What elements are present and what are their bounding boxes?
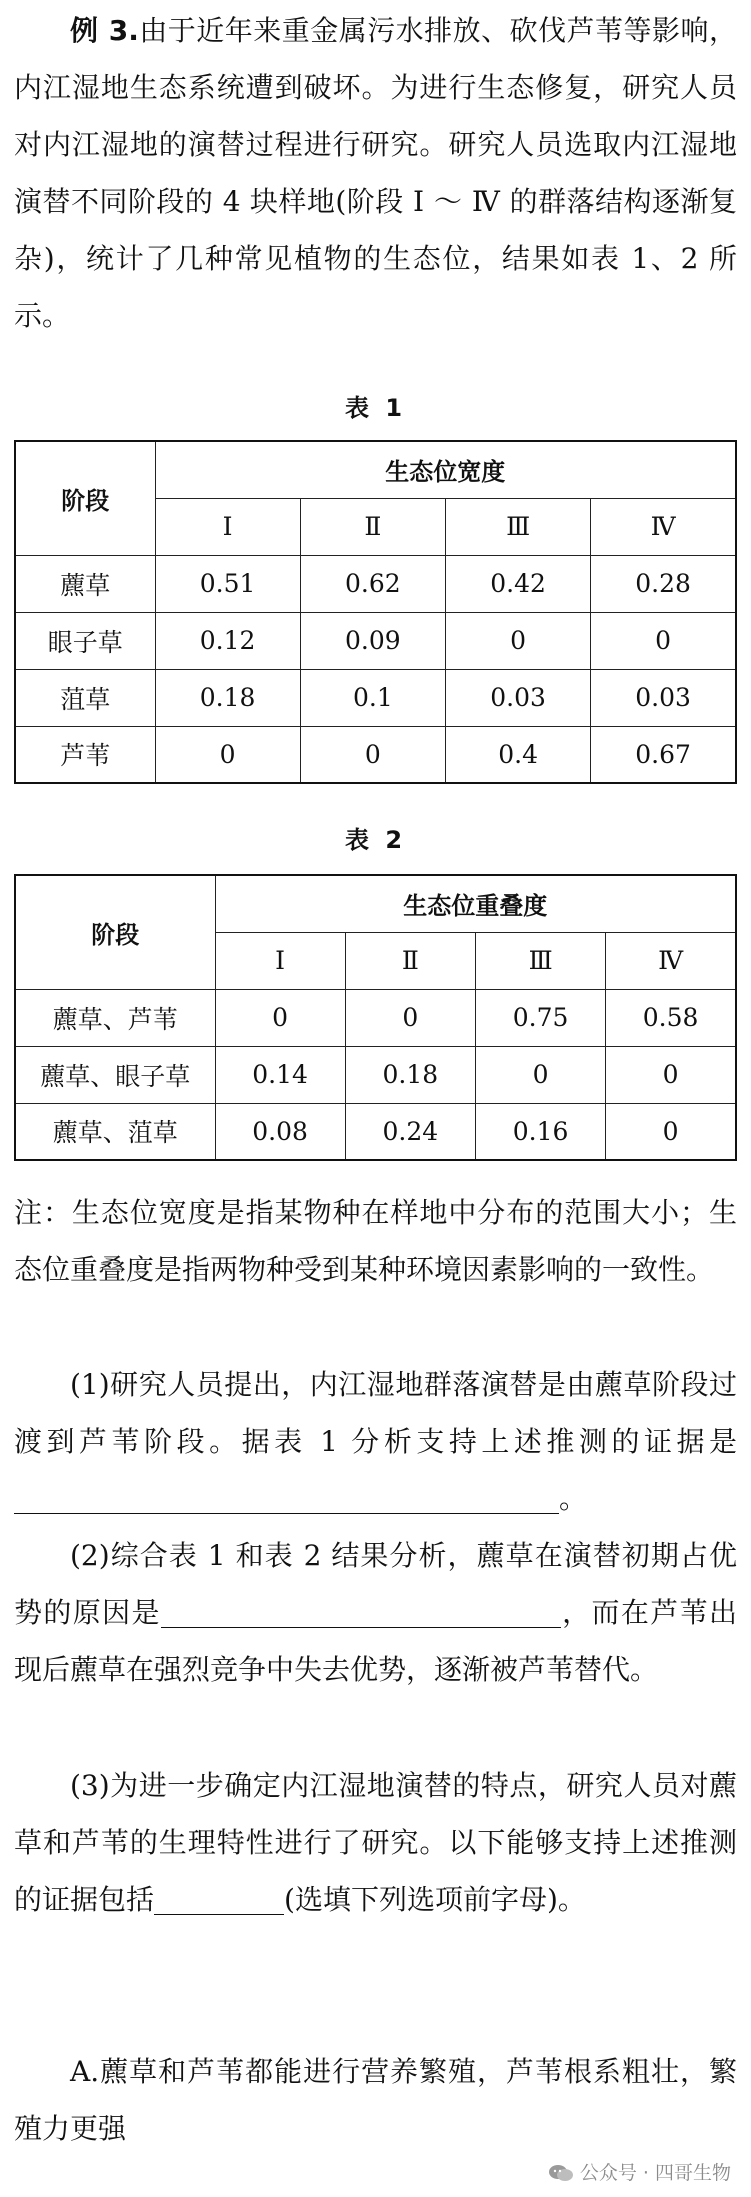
table2-stage-header: 阶段	[15, 875, 215, 989]
question-3-end: (选填下列选项前字母)。	[284, 1883, 586, 1916]
question-3-text: (3)为进一步确定内江湿地演替的特点，研究人员对藨草和芦苇的生理特性进行了研究。以下能够支持上述推测的证据包括	[14, 1769, 737, 1916]
row-label: 芦苇	[15, 726, 155, 783]
row-label: 菹草	[15, 669, 155, 726]
wechat-icon	[548, 2163, 574, 2183]
cell: 0.03	[591, 669, 736, 726]
table1-caption: 表 1	[344, 394, 407, 422]
cell: 0.75	[476, 989, 606, 1046]
cell: 0	[606, 1103, 736, 1160]
cell: 0.08	[215, 1103, 345, 1160]
table-row	[15, 726, 736, 783]
question-1	[14, 1356, 737, 1527]
table2-caption: 表 2	[344, 826, 407, 854]
cell: 0.16	[476, 1103, 606, 1160]
cell: 0	[345, 989, 475, 1046]
cell: 0	[155, 726, 300, 783]
cell: 0.03	[446, 669, 591, 726]
cell: 0	[476, 1046, 606, 1103]
cell: 0	[446, 612, 591, 669]
table-row	[15, 669, 736, 726]
table2-stage: Ⅳ	[606, 932, 736, 989]
cell: 0.24	[345, 1103, 475, 1160]
table1-stage: Ⅲ	[446, 498, 591, 555]
cell: 0	[606, 1046, 736, 1103]
answer-blank-3	[154, 1880, 284, 1915]
cell: 0.42	[446, 555, 591, 612]
table1	[14, 440, 737, 784]
table1-stage: Ⅰ	[155, 498, 300, 555]
cell: 0.1	[300, 669, 445, 726]
table2-stage: Ⅲ	[476, 932, 606, 989]
watermark	[548, 2158, 731, 2185]
table1-stage-header: 阶段	[15, 441, 155, 555]
intro-paragraph	[14, 2, 737, 344]
question-3	[14, 1757, 737, 1928]
cell: 0.51	[155, 555, 300, 612]
table2-group-header: 生态位重叠度	[215, 875, 736, 932]
cell: 0.18	[155, 669, 300, 726]
cell: 0.4	[446, 726, 591, 783]
note-paragraph: 注：生态位宽度是指某物种在样地中分布的范围大小；生态位重叠度是指两物种受到某种环境因素影响的一致性。	[14, 1196, 737, 1286]
cell: 0.62	[300, 555, 445, 612]
question-1-end: 。	[559, 1482, 588, 1515]
table1-stage: Ⅱ	[300, 498, 445, 555]
cell: 0.28	[591, 555, 736, 612]
row-label: 藨草、芦苇	[15, 989, 215, 1046]
table-row	[15, 1103, 736, 1160]
answer-blank-1	[14, 1479, 559, 1514]
cell: 0	[215, 989, 345, 1046]
option-a: A.藨草和芦苇都能进行营养繁殖，芦苇根系粗壮，繁殖力更强	[14, 2055, 737, 2145]
row-label: 藨草、菹草	[15, 1103, 215, 1160]
example-label: 例 3.	[70, 14, 139, 47]
cell: 0.18	[345, 1046, 475, 1103]
question-2	[14, 1527, 737, 1698]
cell: 0.58	[606, 989, 736, 1046]
row-label: 藨草、眼子草	[15, 1046, 215, 1103]
cell: 0.14	[215, 1046, 345, 1103]
cell: 0	[300, 726, 445, 783]
table-row	[15, 1046, 736, 1103]
cell: 0.12	[155, 612, 300, 669]
table1-stage: Ⅳ	[591, 498, 736, 555]
table2-stage: Ⅱ	[345, 932, 475, 989]
table1-group-header: 生态位宽度	[155, 441, 736, 498]
question-2-text: (2)综合表 1 和表 2 结果分析，藨草在演替初期占优势的原因是	[14, 1539, 737, 1629]
table2-stage: Ⅰ	[215, 932, 345, 989]
watermark-text: 公众号 · 四哥生物	[579, 2162, 731, 2184]
table-row	[15, 612, 736, 669]
cell: 0.09	[300, 612, 445, 669]
table-row	[15, 555, 736, 612]
answer-blank-2	[161, 1593, 561, 1628]
cell: 0	[591, 612, 736, 669]
intro-text: 由于近年来重金属污水排放、砍伐芦苇等影响，内江湿地生态系统遭到破坏。为进行生态修复，研究人员对内江湿地的演替过程进行研究。研究人员选取内江湿地演替不同阶段的 4 块样地(阶段 Ⅰ ～ Ⅳ 的群落结构逐渐复杂)，统计了几种常见植物的生态位，结果如表 1、2 所示。	[14, 14, 737, 332]
row-label: 藨草	[15, 555, 155, 612]
question-2-end: ，而在芦苇出现后藨草在强烈竞争中失去优势，逐渐被芦苇替代。	[14, 1596, 737, 1686]
cell: 0.67	[591, 726, 736, 783]
question-1-text: (1)研究人员提出，内江湿地群落演替是由藨草阶段过渡到芦苇阶段。据表 1 分析支持上述推测的证据是	[14, 1368, 737, 1458]
table-row	[15, 989, 736, 1046]
table2	[14, 874, 737, 1161]
row-label: 眼子草	[15, 612, 155, 669]
